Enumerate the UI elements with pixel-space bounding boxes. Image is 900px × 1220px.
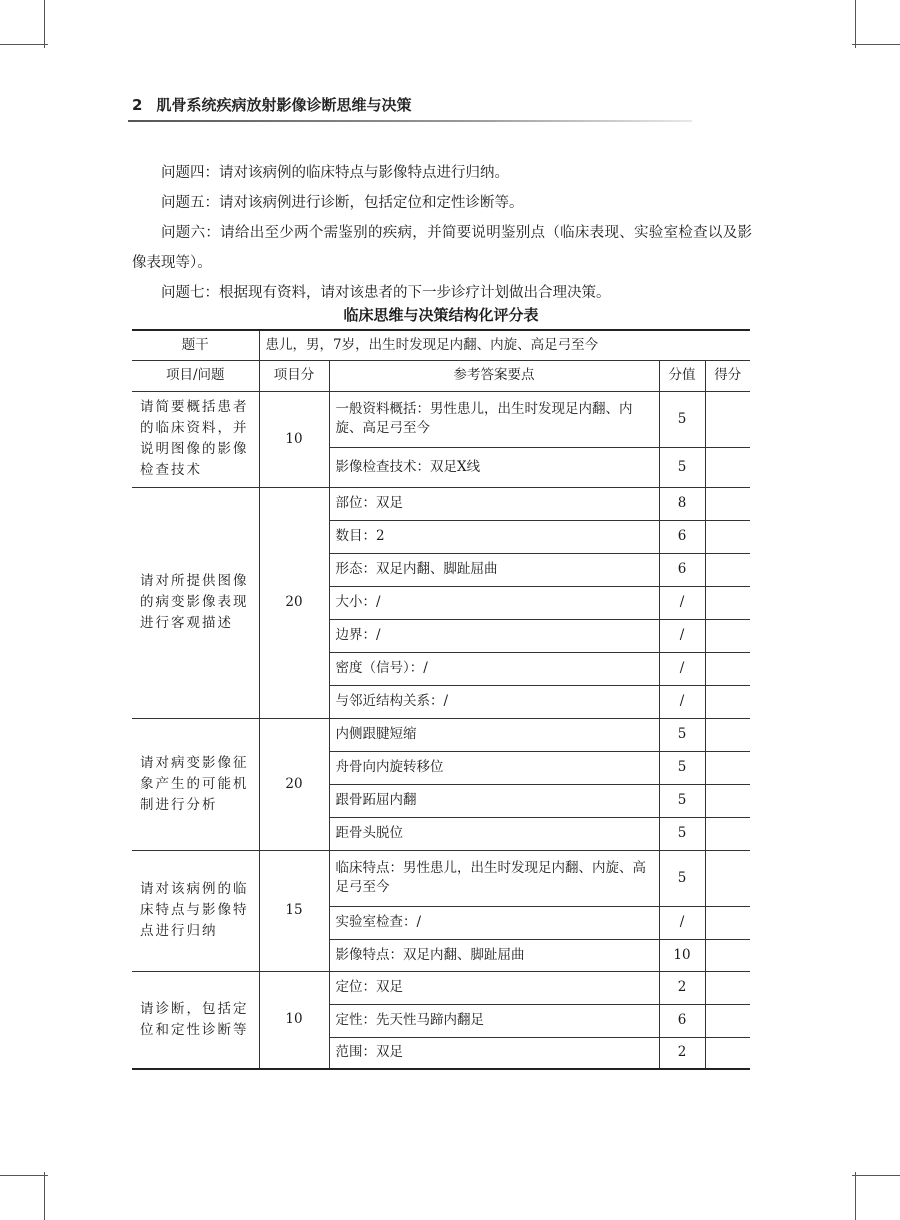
- question-4: 问题四：请对该病例的临床特点与影像特点进行归纳。: [161, 165, 509, 181]
- item-points-cell: 10: [259, 971, 329, 1069]
- crop-mark-bottom-left-h: [0, 1175, 48, 1176]
- score-input-cell[interactable]: [705, 1037, 750, 1069]
- header-score: 得分: [705, 360, 750, 391]
- crop-mark-bottom-left-v: [44, 1172, 45, 1220]
- score-input-cell[interactable]: [705, 939, 750, 971]
- score-input-cell[interactable]: [705, 751, 750, 784]
- answer-cell: 数目：2: [329, 520, 659, 553]
- question-cell: 请诊断，包括定位和定性诊断等: [132, 971, 259, 1069]
- question-7: 问题七：根据现有资料，请对该患者的下一步诊疗计划做出合理决策。: [161, 285, 611, 301]
- value-cell: 5: [659, 447, 705, 487]
- book-title: 肌骨系统疾病放射影像诊断思维与决策: [156, 96, 412, 114]
- score-input-cell[interactable]: [705, 553, 750, 586]
- value-cell: /: [659, 652, 705, 685]
- header-item-score: 项目分: [259, 360, 329, 391]
- score-input-cell[interactable]: [705, 1004, 750, 1037]
- item-points-cell: 15: [259, 850, 329, 971]
- header-item: 项目/问题: [132, 360, 259, 391]
- header-row: [132, 360, 750, 391]
- question-list: [132, 158, 752, 308]
- answer-cell: 形态：双足内翻、脚趾屈曲: [329, 553, 659, 586]
- page-number: 2: [132, 96, 143, 114]
- answer-cell: 临床特点：男性患儿，出生时发现足内翻、内旋、高足弓至今: [329, 850, 659, 906]
- score-input-cell[interactable]: [705, 971, 750, 1004]
- answer-cell: 密度（信号）：/: [329, 652, 659, 685]
- value-cell: 5: [659, 751, 705, 784]
- answer-cell: 一般资料概括：男性患儿，出生时发现足内翻、内旋、高足弓至今: [329, 391, 659, 447]
- answer-cell: 范围：双足: [329, 1037, 659, 1069]
- score-input-cell[interactable]: [705, 619, 750, 652]
- answer-cell: 影像特点：双足内翻、脚趾屈曲: [329, 939, 659, 971]
- value-cell: /: [659, 586, 705, 619]
- running-header: [132, 94, 692, 115]
- question-cell: 请对所提供图像的病变影像表现进行客观描述: [132, 487, 259, 718]
- value-cell: 2: [659, 1037, 705, 1069]
- answer-cell: 跟骨跖屈内翻: [329, 784, 659, 817]
- table-row: [132, 391, 750, 447]
- score-input-cell[interactable]: [705, 391, 750, 447]
- value-cell: 5: [659, 718, 705, 751]
- answer-cell: 定位：双足: [329, 971, 659, 1004]
- crop-mark-top-left-h: [0, 44, 48, 45]
- value-cell: 8: [659, 487, 705, 520]
- value-cell: 6: [659, 1004, 705, 1037]
- score-input-cell[interactable]: [705, 447, 750, 487]
- answer-cell: 实验室检查：/: [329, 906, 659, 939]
- table-row: [132, 971, 750, 1004]
- score-input-cell[interactable]: [705, 685, 750, 718]
- question-cell: 请对该病例的临床特点与影像特点进行归纳: [132, 850, 259, 971]
- score-input-cell[interactable]: [705, 784, 750, 817]
- header-rule: [128, 120, 692, 122]
- score-input-cell[interactable]: [705, 906, 750, 939]
- value-cell: /: [659, 685, 705, 718]
- answer-cell: 边界：/: [329, 619, 659, 652]
- answer-cell: 定性：先天性马蹄内翻足: [329, 1004, 659, 1037]
- crop-mark-top-right-h: [852, 44, 900, 45]
- answer-cell: 大小：/: [329, 586, 659, 619]
- value-cell: 5: [659, 391, 705, 447]
- value-cell: 5: [659, 817, 705, 850]
- question-cell: 请对病变影像征象产生的可能机制进行分析: [132, 718, 259, 850]
- question-5: 问题五：请对该病例进行诊断，包括定位和定性诊断等。: [161, 195, 524, 211]
- table-row: [132, 850, 750, 906]
- scoring-table: [132, 329, 750, 1070]
- item-points-cell: 20: [259, 487, 329, 718]
- score-input-cell[interactable]: [705, 652, 750, 685]
- table-row: [132, 718, 750, 751]
- crop-mark-bottom-right-h: [852, 1175, 900, 1176]
- score-input-cell[interactable]: [705, 487, 750, 520]
- header-answer: 参考答案要点: [329, 360, 659, 391]
- value-cell: 5: [659, 784, 705, 817]
- score-input-cell[interactable]: [705, 586, 750, 619]
- score-input-cell[interactable]: [705, 850, 750, 906]
- stem-label: 题干: [132, 330, 259, 360]
- crop-mark-bottom-right-v: [855, 1172, 856, 1220]
- value-cell: 5: [659, 850, 705, 906]
- value-cell: 6: [659, 520, 705, 553]
- answer-cell: 内侧跟腱短缩: [329, 718, 659, 751]
- value-cell: 6: [659, 553, 705, 586]
- table-row: [132, 487, 750, 520]
- answer-cell: 与邻近结构关系：/: [329, 685, 659, 718]
- score-input-cell[interactable]: [705, 520, 750, 553]
- crop-mark-top-left-v: [44, 0, 45, 48]
- crop-mark-top-right-v: [855, 0, 856, 48]
- question-cell: 请简要概括患者的临床资料，并说明图像的影像检查技术: [132, 391, 259, 487]
- score-input-cell[interactable]: [705, 817, 750, 850]
- item-points-cell: 20: [259, 718, 329, 850]
- answer-cell: 舟骨向内旋转移位: [329, 751, 659, 784]
- table-title: 临床思维与决策结构化评分表: [343, 306, 539, 324]
- score-input-cell[interactable]: [705, 718, 750, 751]
- question-6: 问题六：请给出至少两个需鉴别的疾病，并简要说明鉴别点（临床表现、实验室检查以及影像表现等）。: [132, 225, 752, 271]
- answer-cell: 影像检查技术：双足X线: [329, 447, 659, 487]
- value-cell: 2: [659, 971, 705, 1004]
- answer-cell: 距骨头脱位: [329, 817, 659, 850]
- value-cell: /: [659, 619, 705, 652]
- header-value: 分值: [659, 360, 705, 391]
- item-points-cell: 10: [259, 391, 329, 487]
- value-cell: /: [659, 906, 705, 939]
- answer-cell: 部位：双足: [329, 487, 659, 520]
- stem-text: 患儿，男，7岁，出生时发现足内翻、内旋、高足弓至今: [259, 330, 750, 360]
- stem-row: [132, 330, 750, 360]
- value-cell: 10: [659, 939, 705, 971]
